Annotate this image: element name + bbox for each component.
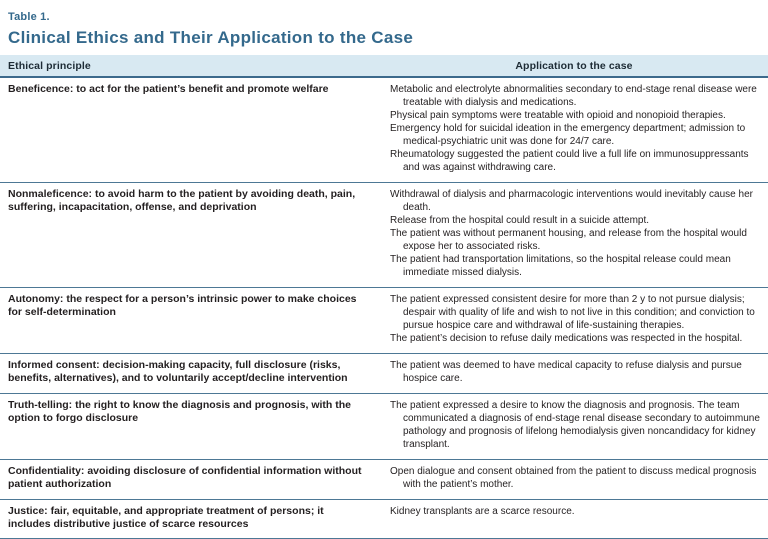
column-header-application-to-the-case: Application to the case [515,60,633,72]
table-row [0,78,768,183]
application-cell [380,183,768,287]
table-row [0,288,768,354]
application-item: The patient was deemed to have medical capacity to refuse dialysis and pursue hospice care. [390,360,742,384]
table-row [0,460,768,500]
ethical-principle-cell: Justice: fair, equitable, and appropriate treatment of persons; it includes distributive justice of scarce resources [8,505,324,530]
application-item: The patient had transportation limitations, so the hospital release could mean immediate missed dialysis. [390,254,731,278]
application-cell [380,500,768,538]
ethical-principle-cell: Autonomy: the respect for a person’s intrinsic power to make choices for self-determination [8,293,357,318]
ethical-principle-cell: Beneficence: to act for the patient’s benefit and promote welfare [8,83,329,95]
column-header-ethical-principle: Ethical principle [8,60,91,72]
application-item: Metabolic and electrolyte abnormalities secondary to end-stage renal disease were treatable with dialysis and medications. [390,84,757,108]
application-item: Rheumatology suggested the patient could live a full life on immunosuppressants and was against withdrawing care. [390,149,749,173]
application-cell [380,460,768,499]
table-title: Clinical Ethics and Their Application to the Case [8,28,414,47]
application-cell [380,288,768,353]
ethical-principle-cell: Truth-telling: the right to know the diagnosis and prognosis, with the option to forgo disclosure [8,399,351,424]
table-row [0,500,768,539]
table-label: Table 1. [8,11,50,23]
application-item: Physical pain symptoms were treatable with opioid and nonopioid therapies. [390,110,726,121]
application-item: The patient was without permanent housing, and release from the hospital would expose her to associated risks. [390,228,747,252]
application-cell [380,354,768,393]
application-item: The patient’s decision to refuse daily medications was respected in the hospital. [390,333,743,344]
ethical-principle-cell: Informed consent: decision-making capacity, full disclosure (risks, benefits, alternatives), and to voluntarily accept/decline intervention [8,359,348,384]
application-item: Emergency hold for suicidal ideation in the emergency department; admission to medical-psychiatric unit was done for 24/7 care. [390,123,746,147]
application-item: The patient expressed consistent desire for more than 2 y to not pursue dialysis; despair with quality of life and wish to not live in this condition; and conviction to pursue hospice care and withdrawal of life-sustaining therapies. [390,294,755,331]
ethical-principle-cell: Confidentiality: avoiding disclosure of confidential information without patient authorization [8,465,362,490]
application-item: Withdrawal of dialysis and pharmacologic interventions would inevitably cause her death. [390,189,753,213]
table-row [0,394,768,460]
application-item: The patient expressed a desire to know the diagnosis and prognosis. The team communicated a diagnosis of end-stage renal disease secondary to autoimmune pathology and prognosis of lifelong hemodialysis given noncandidacy for kidney transplant. [390,400,760,450]
table-row [0,183,768,288]
application-item: Release from the hospital could result in a suicide attempt. [390,215,650,226]
ethics-table [0,55,768,539]
application-cell [380,394,768,459]
ethical-principle-cell: Nonmaleficence: to avoid harm to the patient by avoiding death, pain, suffering, incapacitation, offense, and deprivation [8,188,356,213]
application-cell [380,78,768,182]
application-item: Open dialogue and consent obtained from the patient to discuss medical prognosis with the patient’s mother. [390,466,757,490]
table-row [0,354,768,394]
table-header-row [0,55,768,78]
table-body [0,78,768,539]
application-item: Kidney transplants are a scarce resource. [390,506,575,517]
